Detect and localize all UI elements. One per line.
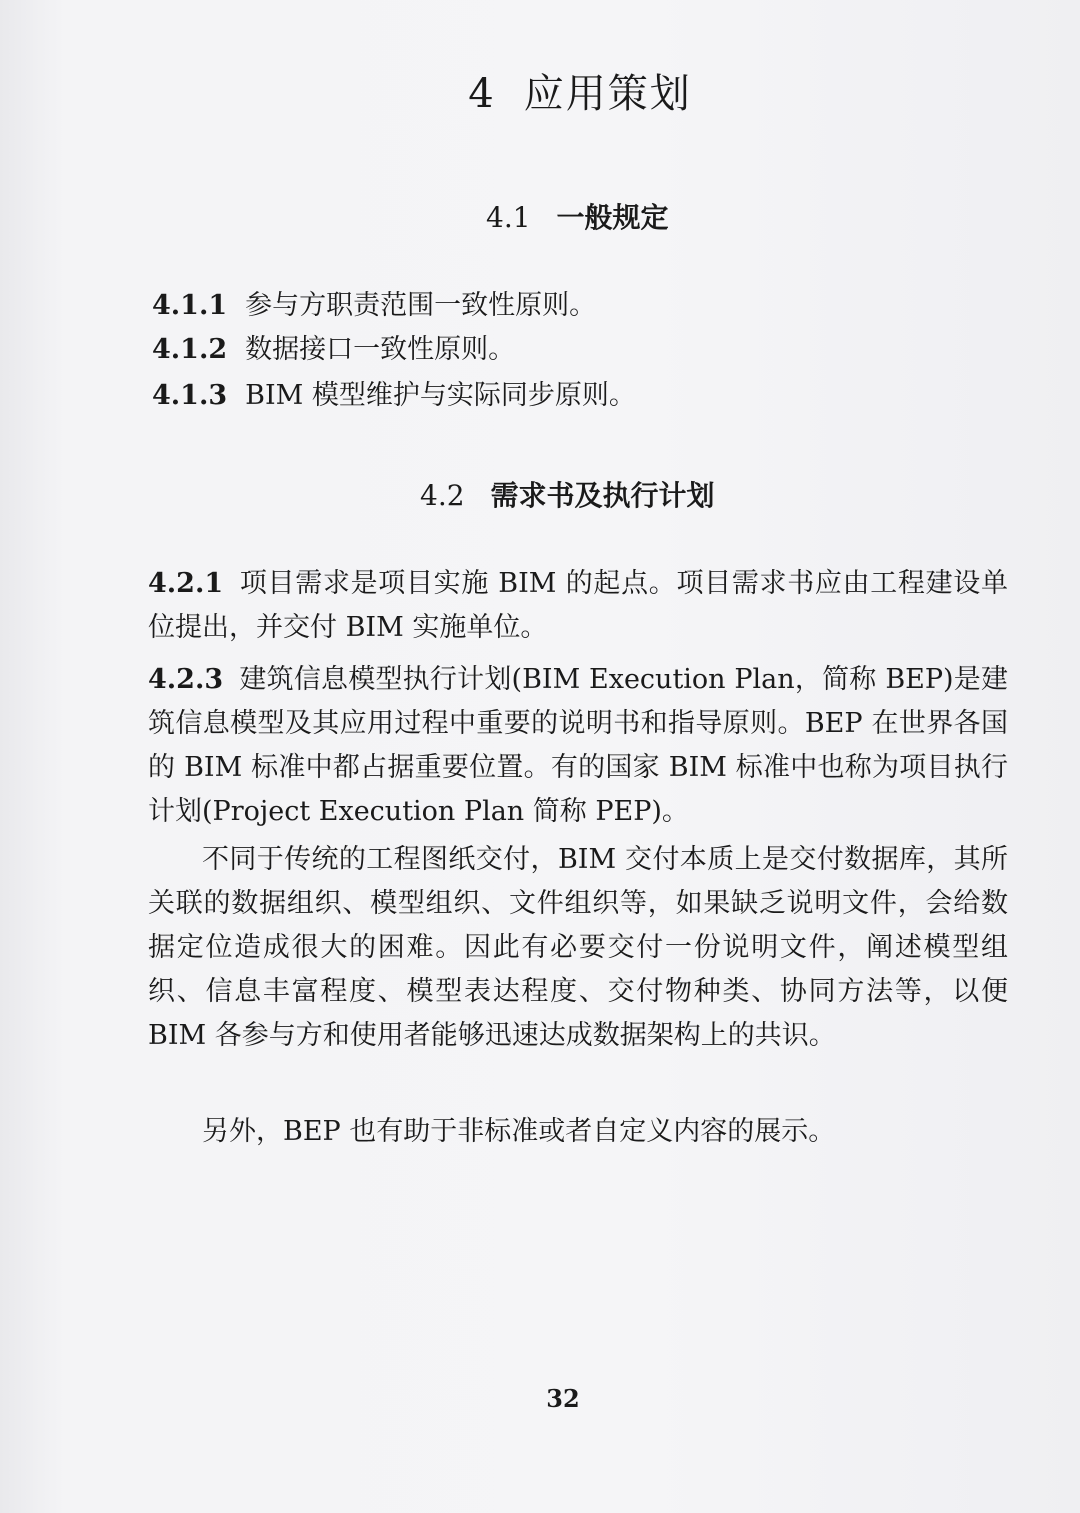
clause-number: 4.2.1	[148, 568, 224, 599]
clause-4-1-3	[152, 374, 636, 418]
chapter-number: 4	[468, 71, 496, 117]
chapter-title	[0, 62, 1080, 119]
clause-4-1-2	[152, 328, 515, 372]
page-number: 32	[546, 1384, 580, 1413]
clause-number: 4.2.3	[148, 664, 224, 695]
body-paragraph: 另外，BEP 也有助于非标准或者自定义内容的展示。	[202, 1116, 836, 1147]
clause-text: 建筑信息模型执行计划(BIM Execution Plan，简称 BEP)是建筑信息模型及其应用过程中重要的说明书和指导原则。BEP 在世界各国的 BIM 标准中都占据重要位置。有的国家 BIM 标准中也称为项目执行计划(Project Execution Plan 简称 PEP)。	[148, 664, 1008, 827]
clause-text: 数据接口一致性原则。	[245, 334, 516, 365]
section-title-4-1	[486, 196, 669, 236]
clause-4-2-3	[148, 658, 1008, 834]
clause-number: 4.1.1	[152, 290, 228, 321]
section-number: 4.2	[420, 479, 465, 512]
section-title-4-2	[420, 474, 715, 514]
clause-text: 参与方职责范围一致性原则。	[245, 290, 597, 321]
section-title-text: 需求书及执行计划	[490, 479, 715, 512]
section-title-text: 一般规定	[556, 201, 669, 234]
chapter-title-text: 应用策划	[523, 71, 692, 117]
body-paragraph: 不同于传统的工程图纸交付，BIM 交付本质上是交付数据库，其所关联的数据组织、模型组织、文件组织等，如果缺乏说明文件，会给数据定位造成很大的困难。因此有必要交付一份说明文件，阐述模型组织、信息丰富程度、模型表达程度、交付物种类、协同方法等，以便 BIM 各参与方和使用者能够迅速达成数据架构上的共识。	[148, 844, 1008, 1051]
clause-number: 4.1.2	[152, 334, 228, 365]
clause-4-2-1	[148, 562, 1008, 650]
clause-text: BIM 模型维护与实际同步原则。	[245, 380, 636, 411]
clause-number: 4.1.3	[152, 380, 228, 411]
clause-text: 项目需求是项目实施 BIM 的起点。项目需求书应由工程建设单位提出，并交付 BIM 实施单位。	[148, 568, 1008, 643]
clause-4-1-1	[152, 284, 596, 328]
section-number: 4.1	[486, 201, 531, 234]
